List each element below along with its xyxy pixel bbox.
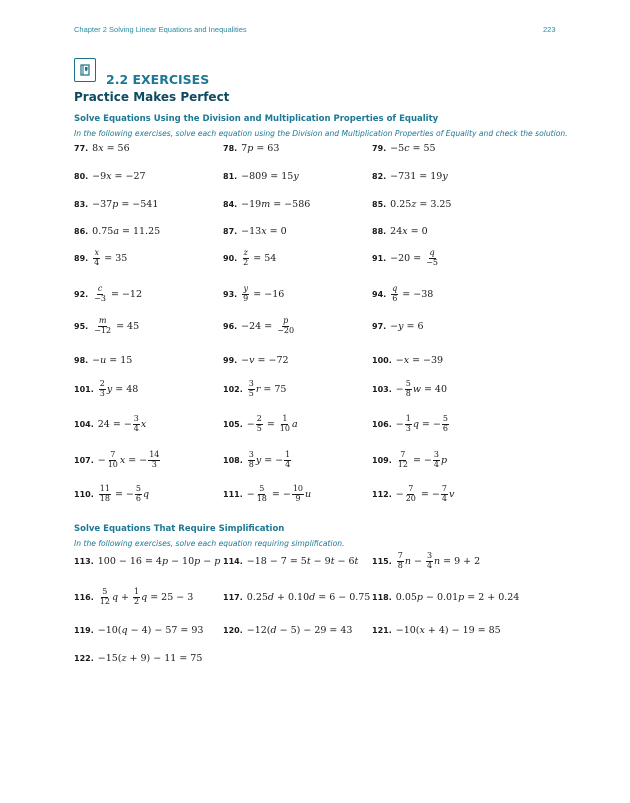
exercise-item	[74, 649, 202, 667]
fraction: $\frac{x}{4}$	[94, 248, 100, 267]
equation: 0.05 p − 0.01 p = 2 + 0.24	[395, 591, 520, 603]
exercise-number: 100.	[372, 355, 392, 365]
fraction: $\frac{7}{12}$	[397, 450, 408, 469]
equation: −15( z + 9) − 11 = 75	[97, 652, 203, 664]
exercise-item	[74, 415, 146, 433]
equation: −12( d − 5) − 29 = 43	[246, 624, 353, 636]
exercise-item	[372, 285, 433, 303]
exercise-number: 114.	[223, 556, 243, 566]
part1-heading: Solve Equations Using the Division and Multiplication Properties of Equality	[74, 114, 439, 124]
exercise-item	[372, 451, 447, 469]
exercise-item	[74, 588, 193, 606]
exercise-item	[74, 222, 160, 240]
fraction: $\frac{5}{8}$	[405, 379, 411, 398]
exercise-item	[372, 351, 443, 369]
equation: 0.75 a = 11.25	[92, 225, 161, 237]
exercise-item	[74, 380, 138, 398]
equation: −731 = 19 y	[390, 170, 448, 182]
exercise-item	[74, 285, 142, 303]
exercise-number: 118.	[372, 592, 392, 602]
exercise-number: 80.	[74, 171, 89, 181]
exercise-item	[372, 139, 436, 157]
exercise-item	[74, 621, 203, 639]
exercise-item	[372, 167, 448, 185]
exercise-item	[223, 222, 287, 240]
fraction: $\frac{3}{4}$	[426, 551, 433, 570]
fraction: $\frac{z}{2}$	[243, 248, 249, 267]
fraction: 3 5	[248, 379, 254, 398]
exercise-number: 119.	[74, 625, 94, 635]
equation: $\frac{z}{2}$ = 54	[243, 248, 277, 267]
fraction: $\frac{14}{3}$	[149, 450, 160, 469]
exercise-item	[74, 552, 220, 570]
equation: − $\frac{5}{18}$ = − $\frac{10}{9}$ u	[246, 484, 312, 503]
exercise-number: 98.	[74, 355, 89, 365]
equation: −37 p = −541	[92, 198, 159, 210]
exercise-item	[74, 249, 127, 267]
equation: $\frac{y}{9}$ = −16	[243, 284, 285, 303]
running-header: Chapter 2 Solving Linear Equations and Inequalities	[74, 25, 247, 34]
fraction: $\frac{10}{9}$	[292, 484, 304, 503]
exercise-item	[372, 552, 480, 570]
exercise-number: 91.	[372, 253, 387, 263]
equation: 5 12 q + $\frac{1}{2}$ q = 25 − 3	[99, 587, 194, 606]
exercise-item	[223, 351, 289, 369]
equation: 100 − 16 = 4 p − 10 p − p	[97, 555, 221, 567]
fraction: $\frac{3}{4}$	[433, 450, 439, 469]
subsection-title: Practice Makes Perfect	[74, 90, 230, 104]
exercise-number: 107.	[74, 455, 94, 465]
exercise-number: 89.	[74, 253, 89, 263]
fraction: 2 3	[99, 379, 105, 398]
exercise-number: 87.	[223, 226, 238, 236]
exercise-number: 90.	[223, 253, 238, 263]
exercise-item	[223, 285, 284, 303]
exercise-number: 109.	[372, 455, 392, 465]
fraction: $\frac{3}{4}$	[133, 414, 139, 433]
exercise-number: 101.	[74, 384, 94, 394]
equation: $\frac{7}{12}$ = − $\frac{3}{4}$ p	[397, 450, 448, 469]
exercise-number: 112.	[372, 489, 392, 499]
exercise-number: 117.	[223, 592, 243, 602]
part1-instruction: In the following exercises, solve each equation using the Division and Multiplication Properties of Equality and check the solution.	[74, 129, 568, 138]
equation: −19 m = −586	[241, 198, 311, 210]
exercise-item	[372, 195, 451, 213]
equation: $\frac{x}{4}$ = 35	[94, 248, 128, 267]
equation: − $\frac{5}{8}$ w = 40	[395, 379, 448, 398]
exercise-number: 106.	[372, 419, 392, 429]
equation: − $\frac{1}{3}$ q = − $\frac{5}{6}$	[395, 414, 448, 433]
exercise-number: 96.	[223, 321, 238, 331]
equation: −13 x = 0	[241, 225, 287, 237]
equation: 7 8 n − $\frac{3}{4}$ n = 9 + 2	[397, 551, 481, 570]
exercise-number: 99.	[223, 355, 238, 365]
exercise-number: 104.	[74, 419, 94, 429]
fraction: $\frac{m}{-12}$	[94, 316, 112, 335]
exercise-item	[223, 552, 358, 570]
fraction: $\frac{5}{6}$	[442, 414, 448, 433]
exercise-number: 94.	[372, 289, 387, 299]
fraction: $\frac{1}{4}$	[285, 450, 291, 469]
exercise-item	[223, 380, 286, 398]
exercise-number: 78.	[223, 143, 238, 153]
equation: −20 = $\frac{q}{-5}$	[390, 248, 438, 267]
exercise-number: 102.	[223, 384, 243, 394]
equation: $\frac{11}{18}$ = − $\frac{5}{6}$ q	[99, 484, 150, 503]
equation: $\frac{m}{-12}$ = 45	[94, 316, 140, 335]
exercise-number: 122.	[74, 653, 94, 663]
exercise-item	[74, 451, 161, 469]
equation: 0.25 z = 3.25	[390, 198, 452, 210]
equation: 24 = − $\frac{3}{4}$ x	[97, 414, 147, 433]
exercise-item	[223, 451, 292, 469]
exercise-number: 77.	[74, 143, 89, 153]
section-title: 2.2 EXERCISES	[106, 72, 210, 87]
exercise-item	[74, 139, 130, 157]
part2-heading: Solve Equations That Require Simplification	[74, 524, 285, 534]
exercise-item	[74, 485, 149, 503]
exercise-number: 116.	[74, 592, 94, 602]
fraction: $\frac{c}{-3}$	[94, 284, 106, 303]
exercise-number: 111.	[223, 489, 243, 499]
equation: $\frac{q}{6}$ = −38	[392, 284, 434, 303]
exercise-item	[372, 317, 424, 335]
exercise-number: 92.	[74, 289, 89, 299]
exercise-item	[223, 167, 299, 185]
fraction: $\frac{y}{9}$	[243, 284, 249, 303]
exercise-item	[223, 415, 298, 433]
equation: −24 = $\frac{p}{-20}$	[241, 316, 295, 335]
exercise-number: 113.	[74, 556, 94, 566]
fraction: $\frac{7}{20}$	[405, 484, 416, 503]
fraction: $\frac{2}{5}$	[256, 414, 262, 433]
equation: −10( q − 4) − 57 = 93	[97, 624, 204, 636]
fraction: $\frac{7}{10}$	[107, 450, 118, 469]
exercise-number: 120.	[223, 625, 243, 635]
exercise-item	[372, 415, 450, 433]
exercise-number: 93.	[223, 289, 238, 299]
equation: −9 x = −27	[92, 170, 146, 182]
exercise-item	[223, 139, 279, 157]
fraction: $\frac{11}{18}$	[99, 484, 110, 503]
equation: − $\frac{7}{20}$ = − $\frac{7}{4}$ v	[395, 484, 455, 503]
exercise-item	[74, 317, 139, 335]
equation: −5 c = 55	[390, 142, 436, 154]
fraction: 5 12	[99, 587, 110, 606]
fraction: $\frac{p}{-20}$	[277, 316, 295, 335]
equation: −10( x + 4) − 19 = 85	[395, 624, 501, 636]
equation: − $\frac{2}{5}$ = $\frac{1}{10}$ a	[246, 414, 298, 433]
exercise-number: 95.	[74, 321, 89, 331]
exercise-item	[223, 249, 276, 267]
pencil-notebook-icon	[74, 58, 96, 82]
fraction: $\frac{5}{6}$	[135, 484, 141, 503]
exercise-item	[223, 588, 370, 606]
equation: 3 5 r = 75	[248, 379, 287, 398]
exercise-item	[372, 380, 447, 398]
exercise-number: 85.	[372, 199, 387, 209]
fraction: $\frac{1}{3}$	[405, 414, 411, 433]
equation: −809 = 15 y	[241, 170, 299, 182]
part2-instruction: In the following exercises, solve each equation requiring simplification.	[74, 539, 345, 548]
exercise-item	[223, 317, 296, 335]
page-number: 223	[543, 25, 556, 34]
exercise-number: 82.	[372, 171, 387, 181]
exercise-item	[223, 195, 310, 213]
equation: − $\frac{7}{10}$ x = − $\frac{14}{3}$	[97, 450, 160, 469]
exercise-number: 110.	[74, 489, 94, 499]
equation: −18 − 7 = 5 t − 9 t − 6 t	[246, 555, 359, 567]
exercise-number: 97.	[372, 321, 387, 331]
exercise-number: 81.	[223, 171, 238, 181]
fraction: $\frac{5}{18}$	[256, 484, 267, 503]
fraction: 3 8	[248, 450, 254, 469]
exercise-item	[372, 222, 428, 240]
exercise-number: 121.	[372, 625, 392, 635]
equation: 8 x = 56	[92, 142, 130, 154]
exercise-number: 79.	[372, 143, 387, 153]
equation: 7 p = 63	[241, 142, 280, 154]
exercise-item	[74, 351, 132, 369]
exercise-item	[372, 621, 501, 639]
exercise-number: 84.	[223, 199, 238, 209]
fraction: $\frac{1}{10}$	[279, 414, 290, 433]
equation: $\frac{c}{-3}$ = −12	[94, 284, 142, 303]
exercise-number: 115.	[372, 556, 392, 566]
exercise-number: 103.	[372, 384, 392, 394]
fraction: $\frac{7}{4}$	[441, 484, 447, 503]
equation: 2 3 y = 48	[99, 379, 139, 398]
exercise-item	[223, 621, 352, 639]
exercise-number: 108.	[223, 455, 243, 465]
exercise-number: 83.	[74, 199, 89, 209]
fraction: $\frac{1}{2}$	[134, 587, 140, 606]
exercise-item	[74, 195, 158, 213]
exercise-number: 86.	[74, 226, 89, 236]
equation: 3 8 y = − $\frac{1}{4}$	[248, 450, 291, 469]
exercise-item	[372, 588, 519, 606]
equation: − y = 6	[390, 320, 424, 332]
exercise-number: 105.	[223, 419, 243, 429]
exercise-item	[372, 485, 454, 503]
equation: − x = −39	[395, 354, 444, 366]
exercise-item	[372, 249, 440, 267]
fraction: $\frac{q}{-5}$	[426, 248, 438, 267]
fraction: $\frac{q}{6}$	[392, 284, 398, 303]
equation: − u = 15	[92, 354, 133, 366]
fraction: 7 8	[397, 551, 403, 570]
exercise-item	[223, 485, 311, 503]
equation: 0.25 d + 0.10 d = 6 − 0.75	[246, 591, 371, 603]
equation: 24 x = 0	[390, 225, 428, 237]
exercise-item	[74, 167, 146, 185]
equation: − v = −72	[241, 354, 289, 366]
exercise-number: 88.	[372, 226, 387, 236]
